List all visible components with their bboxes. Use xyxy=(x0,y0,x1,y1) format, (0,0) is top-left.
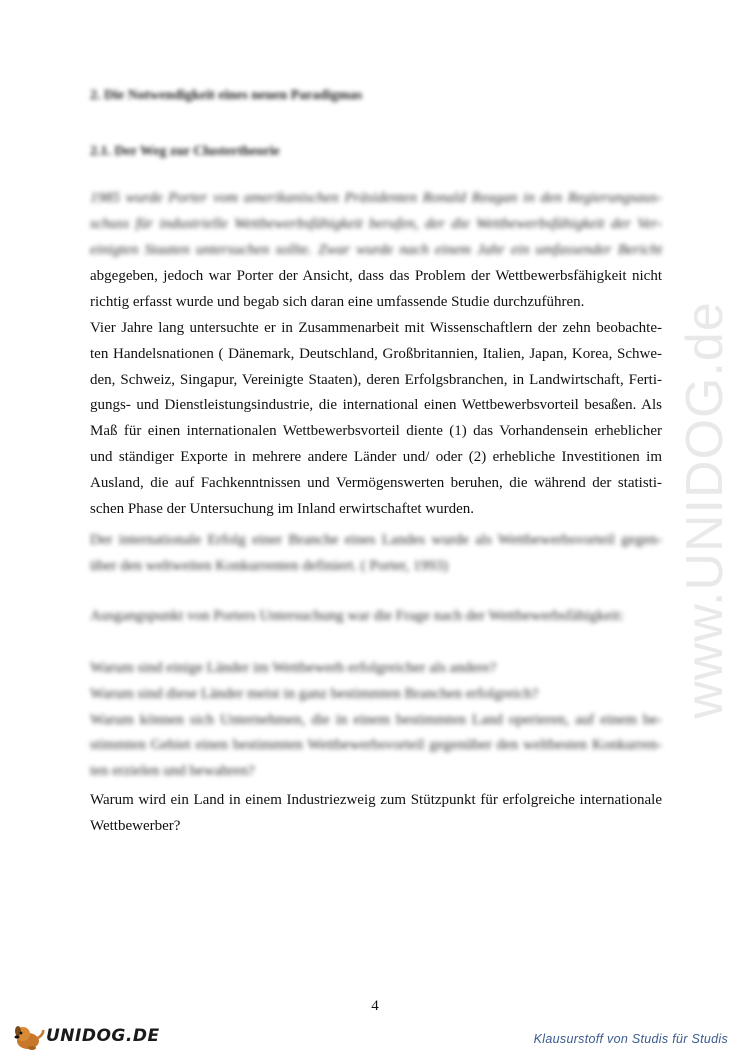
study-paragraph xyxy=(90,316,662,522)
text-line: einigten Staaten untersuchen sollte. Zwar wurde nach einem Jahr ein umfassender Bericht xyxy=(90,241,662,258)
text-line: Der internationale Erfolg einer Branche eines Landes wurde als Wettbewerbsvorteil gegen- xyxy=(90,532,662,548)
intro-blurred-paragraph xyxy=(90,186,662,263)
question-clear xyxy=(90,788,662,840)
text-line: 1985 wurde Porter vom amerikanischen Präsidenten Ronald Reagan in den Regierungsaus- xyxy=(90,190,662,206)
text-line: richtig erfasst wurde und begab sich daran eine umfassende Studie durchzuführen. xyxy=(90,293,585,310)
text-line: gungs- und Dienstleistungsindustrie, die international einen Wettbewerbsvorteil besaßen. Als xyxy=(90,397,662,414)
text-line: abgegeben, jedoch war Porter der Ansicht, dass das Problem der Wettbewerbsfähigkeit nicht xyxy=(90,268,662,284)
text-line: schen Phase der Untersuchung im Inland erwirtschaftet wurden. xyxy=(90,500,475,517)
questions-blurred xyxy=(90,656,662,785)
subsection-heading: 2.1. Der Weg zur Clustertheorie xyxy=(90,144,280,159)
starting-point-paragraph xyxy=(90,604,662,630)
text-line: über den weltweiten Konkurrenten definiert. ( Porter, 1993) xyxy=(90,557,449,574)
watermark-text: www.UNIDOG.de xyxy=(676,301,734,719)
section-heading: 2. Die Notwendigkeit eines neuen Paradigmas xyxy=(90,88,363,103)
text-line: Maß für einen internationalen Wettbewerbsvorteil diente (1) das Vorhandensein erheblicher xyxy=(90,423,662,440)
question-line: ten erzielen und bewahren? xyxy=(90,763,255,780)
question-line: Warum können sich Unternehmen, die in einem bestimmten Land operieren, auf einem be- xyxy=(90,711,662,728)
question-line: Warum wird ein Land in einem Industriezweig zum Stützpunkt für erfolgreiche internationale xyxy=(90,792,662,808)
text-line: schuss für industrielle Wettbewerbsfähigkeit berufen, der die Wettbewerbsfähigkeit der Ver- xyxy=(90,215,662,232)
text-line: und ständiger Exporte in mehrere andere Länder und/ oder (2) erhebliche Investitionen im xyxy=(90,448,662,465)
logo-text: UNIDOG.DE xyxy=(46,1026,160,1046)
unidog-logo xyxy=(12,1022,160,1052)
question-line: stimmten Gebiet einen bestimmten Wettbewerbsvorteil gegenüber den weltbesten Konkurren- xyxy=(90,737,662,754)
text-line: Ausgangspunkt von Porters Untersuchung war die Frage nach der Wettbewerbsfähigkeit: xyxy=(90,608,624,624)
text-line: den, Schweiz, Singapur, Vereinigte Staaten), deren Erfolgsbranchen, in Landwirtschaft, Ferti- xyxy=(90,371,662,388)
intro-clear-paragraph xyxy=(90,264,662,316)
page-number: 4 xyxy=(371,998,379,1014)
question-line: Warum sind diese Länder meist in ganz bestimmten Branchen erfolgreich? xyxy=(90,685,539,702)
dog-icon xyxy=(12,1022,48,1052)
question-line: Wettbewerber? xyxy=(90,817,181,834)
text-line: Vier Jahre lang untersuchte er in Zusammenarbeit mit Wissenschaftlern der zehn beobachte- xyxy=(90,320,662,336)
success-definition-paragraph xyxy=(90,528,662,580)
text-line: ten Handelsnationen ( Dänemark, Deutschland, Großbritannien, Italien, Japan, Korea, Schwe- xyxy=(90,345,662,362)
footer-slogan: Klausurstoff von Studis für Studis xyxy=(533,1032,728,1046)
watermark xyxy=(660,290,750,730)
question-line: Warum sind einige Länder im Wettbewerb erfolgreicher als andere? xyxy=(90,660,497,676)
text-line: Ausland, die auf Fachkenntnissen und Vermögenswerten beruhen, die während der statisti- xyxy=(90,474,662,491)
